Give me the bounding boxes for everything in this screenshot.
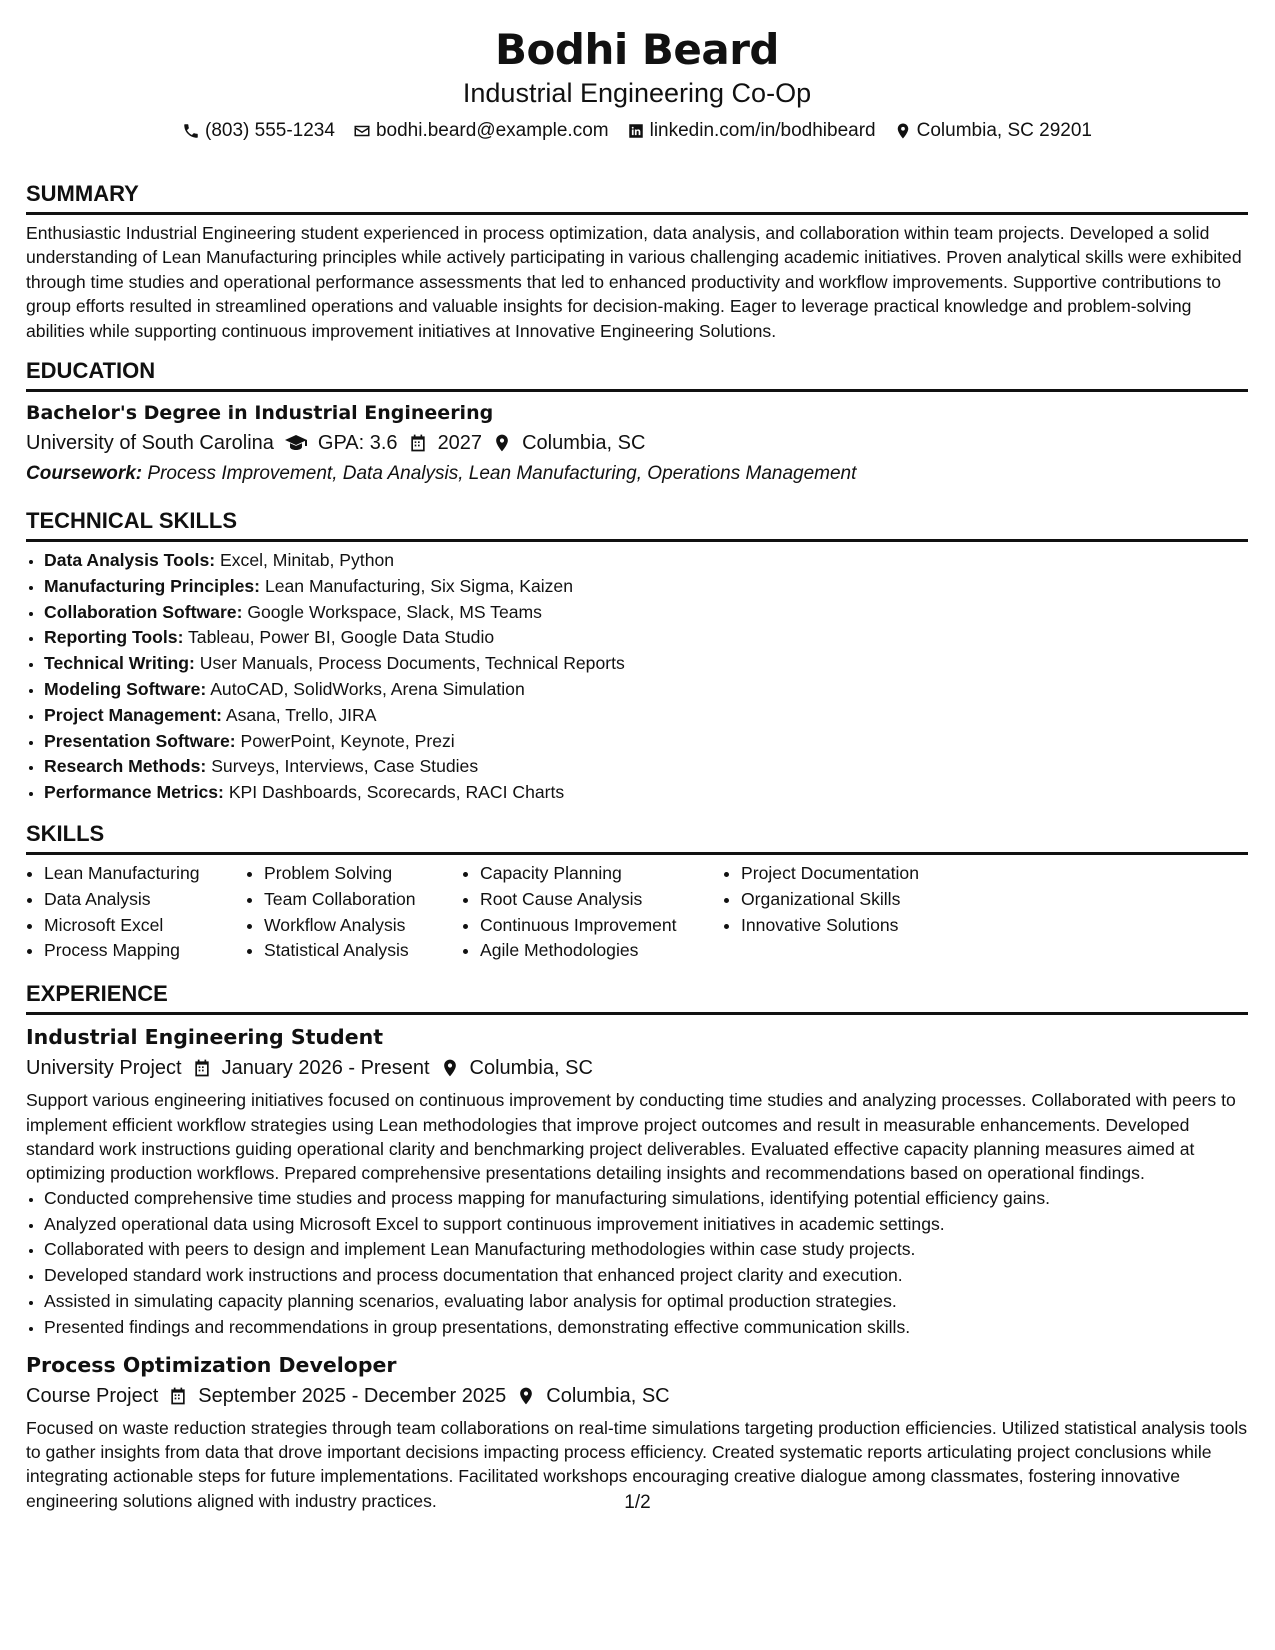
degree-title: Bachelor's Degree in Industrial Engineering [26,402,494,425]
skill-value: Excel, Minitab, Python [219,550,395,571]
section-title-technical-skills: TECHNICAL SKILLS [26,507,1248,542]
envelope-icon [353,122,371,140]
list-item [44,651,1248,677]
skills-grid [26,861,1248,964]
list-item: • Statistical Analysis [264,938,462,964]
contact-location-text: Columbia, SC 29201 [916,120,1092,141]
job-location-item [516,1382,669,1410]
coursework-text: Process Improvement, Data Analysis, Lean Manufacturing, Operations Management [147,463,857,485]
education-location: Columbia, SC [522,432,646,455]
list-item: • Data Analysis [44,887,246,913]
list-item: • Problem Solving [264,861,462,887]
summary-text: Enthusiastic Industrial Engineering student experienced in process optimization, data analysis, and collaboration within team projects. Developed a solid understanding of Lean Manufacturing principles while actively participating in various challenging academic initiatives. Proven analytical skills were exhibited through time studies and operational performance assessments that led to enhanced productivity and workflow improvements. Supportive contributions to group efforts resulted in streamlined operations and valuable insights for decision-making. Eager to leverage practical knowledge and problem-solving abilities while supporting continuous improvement initiatives at Innovative Engineering Solutions. [26,223,1242,341]
education-meta [26,429,1248,457]
list-item: • Analyzed operational data using Microsoft Excel to support continuous improvement initiatives in academic settings. [44,1212,1248,1238]
job-location: Columbia, SC [546,1384,670,1407]
resume-header [26,24,1248,144]
section-title-summary: SUMMARY [26,180,1248,215]
job-entry [26,1023,1248,1340]
skill-label: Modeling Software: [44,679,207,700]
list-item: • Lean Manufacturing [44,861,246,887]
job-meta [26,1382,1248,1410]
education-location-item [492,429,645,457]
technical-skills-section [26,507,1248,806]
skill-value: AutoCAD, SolidWorks, Arena Simulation [210,679,525,700]
school-name: University of South Carolina [26,432,274,455]
section-title-experience: EXPERIENCE [26,980,1248,1015]
skills-column [246,861,462,964]
skill-value: User Manuals, Process Documents, Technical Reports [199,653,625,674]
list-item [44,548,1248,574]
contact-bar [26,118,1248,144]
skills-section [26,820,1248,964]
job-description: Support various engineering initiatives focused on continuous improvement by conducting time studies and analyzing processes. Collaborated with peers to implement efficient workflow strategies using Lean methodologies that improve project outcomes and result in measurable enhancements. Developed standard work instructions guiding operational clarity and benchmarking project deliverables. Evaluated effective capacity planning measures aimed at optimizing production workflows. Prepared comprehensive presentations detailing insights and recommendations based on operational findings. [26,1090,1236,1184]
job-title: Industrial Engineering Student [26,1025,383,1050]
skills-column [462,861,723,964]
candidate-role: Industrial Engineering Co-Op [462,78,812,108]
skill-label: Performance Metrics: [44,782,224,803]
job-meta [26,1054,1248,1082]
job-title: Process Optimization Developer [26,1352,397,1377]
list-item [44,780,1248,806]
map-pin-icon [894,122,912,140]
list-item [44,625,1248,651]
resume-page [26,0,1248,1513]
experience-section [26,980,1248,1513]
contact-linkedin-text: linkedin.com/in/bodhibeard [649,120,876,141]
calendar-icon [408,433,428,453]
phone-icon [182,122,200,140]
contact-email[interactable] [353,118,609,144]
map-pin-icon [516,1386,536,1406]
skill-label: Collaboration Software: [44,601,243,622]
list-item: • Workflow Analysis [264,913,462,939]
job-dates-item [168,1382,506,1410]
job-dates-item [192,1054,430,1082]
list-item [44,677,1248,703]
graduation-cap-icon [284,431,308,455]
contact-location [894,118,1092,144]
job-entry [26,1351,1248,1514]
skill-value: PowerPoint, Keynote, Prezi [240,730,455,751]
skill-label: Research Methods: [44,756,207,777]
list-item: • Project Documentation [741,861,1001,887]
list-item: • Innovative Solutions [741,913,1001,939]
list-item [44,754,1248,780]
technical-skills-list [26,548,1248,806]
skill-label: Project Management: [44,704,222,725]
list-item: • Organizational Skills [741,887,1001,913]
skill-label: Technical Writing: [44,653,195,674]
gpa-item [284,429,398,457]
job-dates: September 2025 - December 2025 [198,1384,507,1407]
list-item: • Process Mapping [44,938,246,964]
list-item [44,574,1248,600]
skill-value: Tableau, Power BI, Google Data Studio [188,627,495,648]
summary-section [26,180,1248,343]
calendar-icon [168,1386,188,1406]
list-item: • Continuous Improvement [480,913,723,939]
list-item: • Developed standard work instructions and process documentation that enhanced project clarity and execution. [44,1263,1248,1289]
job-dates: January 2026 - Present [221,1057,430,1080]
linkedin-icon [627,122,645,140]
candidate-name: Bodhi Beard [495,25,779,74]
skills-column [26,861,246,964]
calendar-icon [192,1058,212,1078]
skill-value: KPI Dashboards, Scorecards, RACI Charts [228,782,565,803]
job-description: Focused on waste reduction strategies through team collaborations on real-time simulations targeting production efficiencies. Utilized statistical analysis tools to gather insights from data that drove important decisions impacting process efficiency. Created systematic reports articulating project conclusions while integrating actionable steps for future implementations. Facilitated workshops encouraging creative dialogue among classmates, fostering innovative engineering solutions aligned with industry practices. [26,1417,1248,1511]
job-location-item [440,1054,593,1082]
gpa-text: GPA: 3.6 [317,432,398,455]
list-item [44,600,1248,626]
map-pin-icon [492,433,512,453]
skill-value: Asana, Trello, JIRA [225,704,377,725]
contact-phone[interactable] [182,118,335,144]
contact-linkedin[interactable] [627,118,876,144]
skill-label: Manufacturing Principles: [44,575,261,596]
coursework-label: Coursework: [26,463,143,485]
list-item: • Team Collaboration [264,887,462,913]
list-item: • Root Cause Analysis [480,887,723,913]
job-org: University Project [26,1057,182,1080]
list-item: • Capacity Planning [480,861,723,887]
contact-email-text: bodhi.beard@example.com [375,120,609,141]
skill-label: Presentation Software: [44,730,236,751]
skill-label: Data Analysis Tools: [44,550,216,571]
map-pin-icon [440,1058,460,1078]
job-location: Columbia, SC [469,1057,593,1080]
list-item: • Presented findings and recommendations in group presentations, demonstrating effective communication skills. [44,1315,1248,1341]
job-bullets [26,1186,1248,1341]
list-item: • Assisted in simulating capacity planning scenarios, evaluating labor analysis for optimal production strategies. [44,1289,1248,1315]
education-section [26,357,1248,487]
coursework-line [26,461,1248,487]
skill-label: Reporting Tools: [44,627,184,648]
list-item: • Conducted comprehensive time studies and process mapping for manufacturing simulations, identifying potential efficiency gains. [44,1186,1248,1212]
skill-value: Surveys, Interviews, Case Studies [211,756,479,777]
list-item: • Agile Methodologies [480,938,723,964]
list-item: • Microsoft Excel [44,913,246,939]
graduation-year: 2027 [437,432,483,455]
job-org: Course Project [26,1384,159,1407]
contact-phone-text: (803) 555-1234 [205,120,335,141]
skill-value: Lean Manufacturing, Six Sigma, Kaizen [264,575,573,596]
skill-value: Google Workspace, Slack, MS Teams [247,601,542,622]
list-item: • Collaborated with peers to design and implement Lean Manufacturing methodologies within case study projects. [44,1237,1248,1263]
skills-column [723,861,1001,964]
list-item [44,703,1248,729]
page-number: 1/2 [624,1492,651,1513]
list-item [44,729,1248,755]
section-title-skills: SKILLS [26,820,1248,855]
year-item [408,429,483,457]
section-title-education: EDUCATION [26,357,1248,392]
